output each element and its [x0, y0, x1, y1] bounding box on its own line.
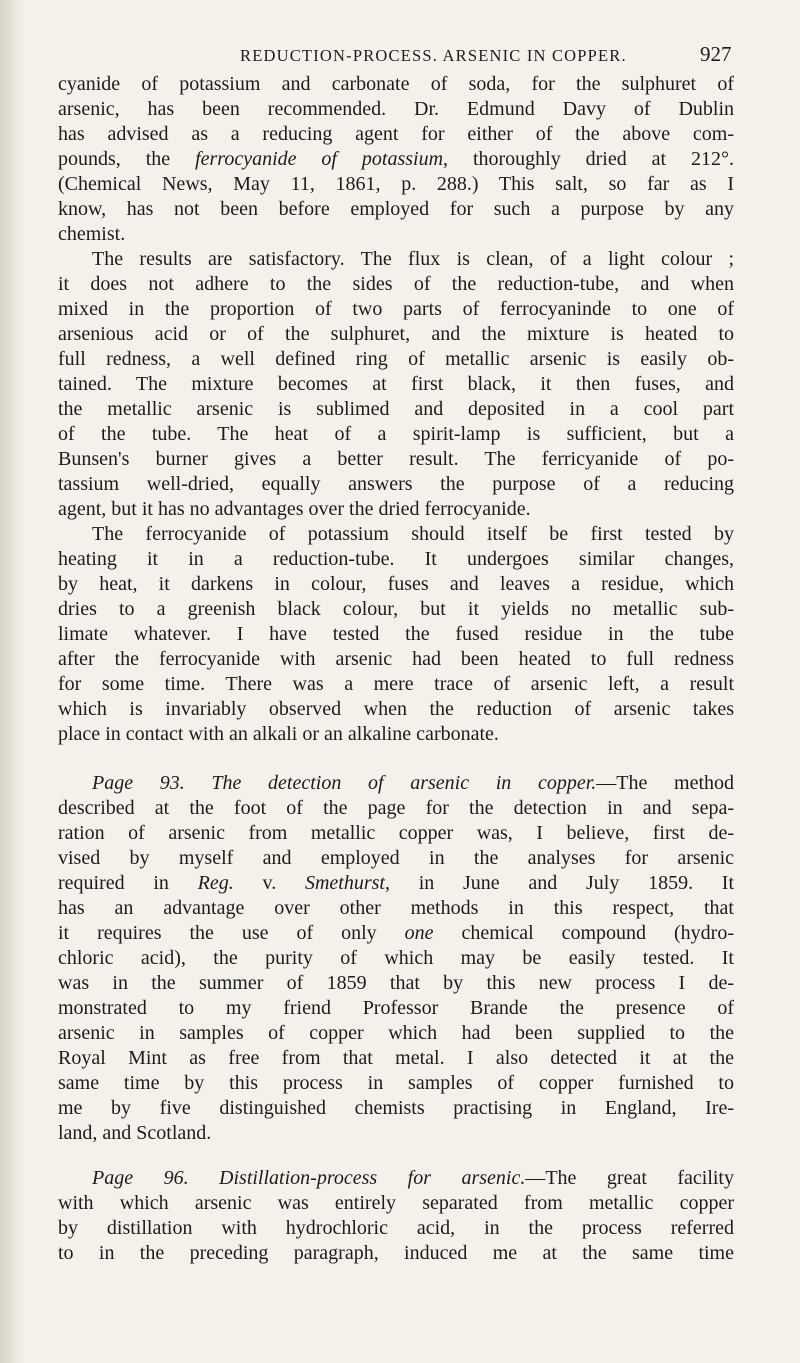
text-line: full redness, a well defined ring of metallic arsenic is easily ob- [58, 348, 734, 370]
text-line: know, has not been before employed for such a purpose by any [58, 198, 734, 220]
emphasis-ferrocyanide: ferrocyanide of potassium [195, 148, 444, 170]
section-lead-line [58, 771, 734, 796]
text-line: to in the preceding paragraph, induced me at the same time [58, 1242, 734, 1264]
text-span: required in [58, 872, 198, 894]
text-span: v. [233, 872, 305, 894]
text-line: dries to a greenish black colour, but it yields no metallic sub- [58, 598, 734, 620]
text-line: arsenious acid or of the sulphuret, and the mixture is heated to [58, 323, 734, 345]
text-line: for some time. There was a mere trace of arsenic left, a result [58, 673, 734, 695]
section-title: Distillation-process for arsenic. [219, 1167, 526, 1189]
text-line [58, 147, 734, 172]
text-line: which is invariably observed when the reduction of arsenic takes [58, 698, 734, 720]
page-number: 927 [700, 42, 732, 66]
text-line: arsenic in samples of copper which had been supplied to the [58, 1022, 734, 1044]
text-line: described at the foot of the page for the detection in and sepa- [58, 797, 734, 819]
text-line: it does not adhere to the sides of the reduction-tube, and when [58, 273, 734, 295]
text-line: by distillation with hydrochloric acid, in the process referred [58, 1217, 734, 1239]
emphasis-reg: Reg. [197, 872, 234, 894]
text-line: tassium well-dried, equally answers the purpose of a reducing [58, 473, 734, 495]
paragraph-gap [58, 747, 734, 771]
text-line: vised by myself and employed in the analyses for arsenic [58, 847, 734, 869]
emphasis-one: one [404, 922, 434, 944]
text-span: chemical compound (hydro- [433, 922, 734, 944]
text-line: chloric acid), the purity of which may be easily tested. It [58, 947, 734, 969]
text-span: —The great facility [525, 1167, 734, 1189]
page-reference: Page 93. [92, 772, 185, 794]
text-line: (Chemical News, May 11, 1861, p. 288.) This salt, so far as I [58, 173, 734, 195]
text-line: me by five distinguished chemists practising in England, Ire- [58, 1097, 734, 1119]
text-line: after the ferrocyanide with arsenic had been heated to full redness [58, 648, 734, 670]
text-line: Royal Mint as free from that metal. I also detected it at the [58, 1047, 734, 1069]
section-lead-line [58, 1166, 734, 1191]
text-line: chemist. [58, 223, 126, 245]
text-line: arsenic, has been recommended. Dr. Edmund Davy of Dublin [58, 98, 734, 120]
text-line: was in the summer of 1859 that by this new process I de- [58, 972, 734, 994]
text-line: monstrated to my friend Professor Brande the presence of [58, 997, 734, 1019]
text-line: ration of arsenic from metallic copper was, I believe, first de- [58, 822, 734, 844]
text-line: cyanide of potassium and carbonate of soda, for the sulphuret of [58, 73, 734, 95]
text-line: place in contact with an alkali or an alkaline carbonate. [58, 723, 499, 745]
text-line: The results are satisfactory. The flux is clean, of a light colour ; [92, 248, 734, 270]
text-line: same time by this process in samples of copper furnished to [58, 1072, 734, 1094]
text-line: has advised as a reducing agent for either of the above com- [58, 123, 734, 145]
text-line: tained. The mixture becomes at first black, it then fuses, and [58, 373, 734, 395]
text-block [58, 72, 734, 1266]
running-head: REDUCTION-PROCESS. ARSENIC IN COPPER. [240, 46, 627, 65]
text-line [58, 921, 734, 946]
text-line: with which arsenic was entirely separated from metallic copper [58, 1192, 734, 1214]
page-reference: Page 96. [92, 1167, 189, 1189]
text-line: the metallic arsenic is sublimed and deposited in a cool part [58, 398, 734, 420]
text-line: agent, but it has no advantages over the dried ferrocyanide. [58, 498, 531, 520]
text-line: has an advantage over other methods in this respect, that [58, 897, 734, 919]
text-line: heating it in a reduction-tube. It undergoes similar changes, [58, 548, 734, 570]
text-line: land, and Scotland. [58, 1122, 212, 1144]
text-line: by heat, it darkens in colour, fuses and leaves a residue, which [58, 573, 734, 595]
section-title: The detection of arsenic in copper. [211, 772, 597, 794]
text-span: it requires the use of only [58, 922, 405, 944]
text-line: of the tube. The heat of a spirit-lamp is sufficient, but a [58, 423, 734, 445]
text-span: —The method [596, 772, 734, 794]
text-line: The ferrocyanide of potassium should itself be first tested by [92, 523, 734, 545]
paragraph-gap [58, 1146, 734, 1166]
emphasis-smethurst: Smethurst [304, 872, 385, 894]
text-line: mixed in the proportion of two parts of ferrocyaninde to one of [58, 298, 734, 320]
text-line [58, 871, 734, 896]
text-line: limate whatever. I have tested the fused residue in the tube [58, 623, 734, 645]
text-span: , in June and July 1859. It [384, 872, 734, 894]
text-line: Bunsen's burner gives a better result. The ferricyanide of po- [58, 448, 734, 470]
text-span: pounds, the [58, 148, 196, 170]
text-span: , thoroughly dried at 212°. [443, 148, 734, 170]
